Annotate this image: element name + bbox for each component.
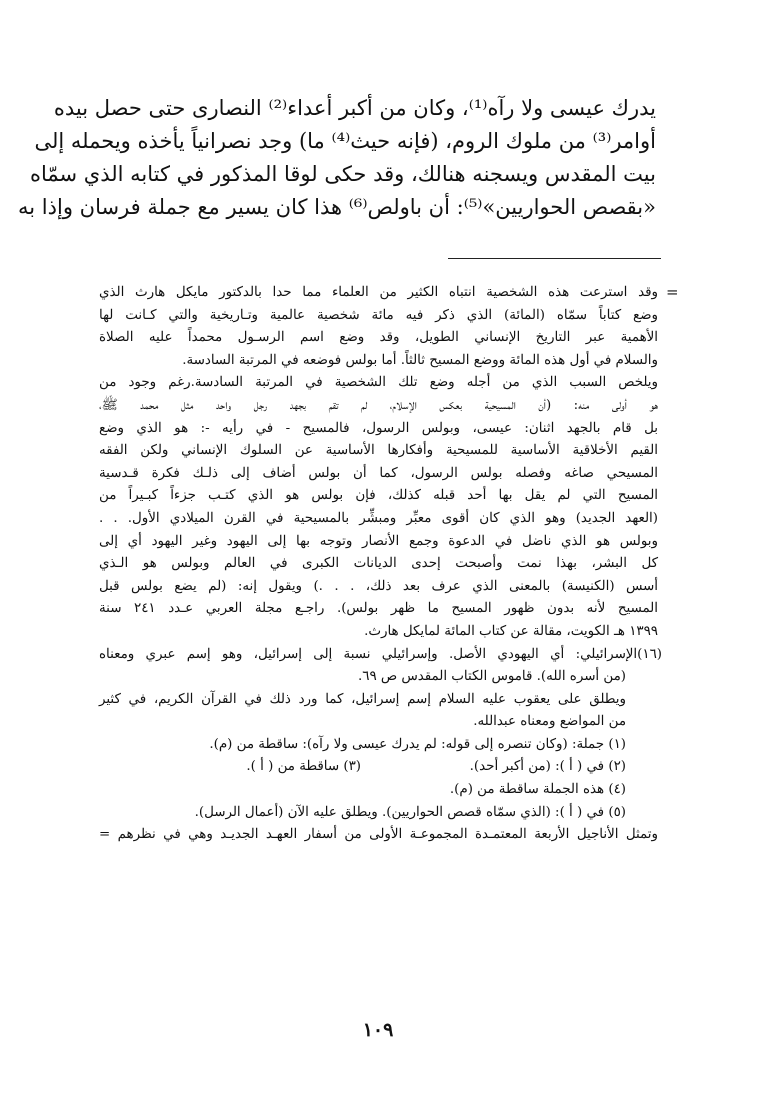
footnote-line: (١) جملة: (وكان تنصره إلى قوله: لم يدرك عيسى ولا رآه): ساقطة من (م). xyxy=(209,736,626,752)
main-line: أوامر⁽³⁾ من ملوك الروم، (فإنه حيث⁽⁴⁾ ما) وجد نصرانياً يأخذه ويحمله إلى xyxy=(34,129,656,153)
footnote-line: من المواضع ومعناه عبدالله. xyxy=(473,714,626,730)
footnote-line: والسلام في أول هذه المائة ووضع المسيح ثالثاً. أما بولس فوضعه في المرتبة السادسة. xyxy=(182,352,658,368)
footnote-line: وتمثل الأناجيل الأربعة المعتمـدة المجموعـة الأولى من أسفار العهـد الجديـد وهي في نظرهم = xyxy=(99,827,658,843)
footnote-line: (العهد الجديد) وهو الذي كان أقوى معبِّر ومبشِّر بالمسيحية في القرن الميلادي الأول. . . xyxy=(99,510,658,526)
footnote-line: القيم الأخلاقية الأساسية للمسيحية وأفكارها الأساسية عن السلوك الإنساني ولكن الفقه xyxy=(99,443,658,459)
main-line: يدرك عيسى ولا رآه⁽¹⁾، وكان من أكبر أعداء⁽²⁾ النصارى حتى حصل بيده xyxy=(53,96,656,120)
footnote-line: المسيحي صاغه وفصله بولس الرسول، كما أن بولس أضاف إلى ذلـك فكرة قـدسية xyxy=(99,465,658,481)
main-line: «بقصص الحواريين»⁽⁵⁾: أن باولص⁽⁶⁾ هذا كان يسير مع جملة فرسان وإذا به xyxy=(18,195,656,219)
footnote-line: كل البشر، بهذا نمت وأصبحت إحدى الديانات الكبرى في العالم وبولس هو الـذي xyxy=(99,556,658,572)
footnote-line: (من أسره الله). قاموس الكتاب المقدس ص ٦٩. xyxy=(358,669,626,685)
footnote-line: المسيح التي لم يقل بها أحد قبله كذلك، فإن بولس هو الذي كتـب جزءاً كبـيراً من xyxy=(99,488,658,504)
footnote-line: أسس (الكنيسة) بالمعنى الذي عرف بعد ذلك، . . .) ويقول إنه: (لم يضع بولس قبل xyxy=(99,578,658,594)
page-number: ١٠٩ xyxy=(362,1019,394,1041)
main-line: بيت المقدس ويسجنه هنالك، وقد حكى لوقا المذكور في كتابه الذي سمّاه xyxy=(29,162,656,186)
footnote-item: (٣) ساقطة من ( أ ). xyxy=(246,759,361,775)
footnote-line: (٤) هذه الجملة ساقطة من (م). xyxy=(449,782,626,798)
continuation-mark: = xyxy=(666,283,679,301)
footnote-line xyxy=(99,756,662,779)
main-text xyxy=(18,92,656,224)
footnote-line: وضع كتاباً سمّاه (المائة) الذي ذكر فيه مائة شخصية عالمية وتـاريخية والتي كـانت لها xyxy=(99,307,658,323)
footnote-line: الأهمية عبر التاريخ الإنساني الطويل، وقد وضع اسم الرسـول محمداً عليه الصلاة xyxy=(99,330,658,346)
footnote-line: (٥) في ( أ ): (الذي سمّاه قصص الحواريين). ويطلق عليه الآن (أعمال الرسل). xyxy=(194,804,626,820)
footnote-line: (١٦)الإسرائيلي: أي اليهودي الأصل. وإسرائيلي نسبة إلى إسرائيل، وهو إسم عبري ومعناه xyxy=(99,646,662,662)
footnote-line: هو أولى منه: (أن المسيحية بعكس الإسلام، لم تقم بجهد رجل واحد مثل محمد ﷺ، xyxy=(99,397,658,413)
footnotes xyxy=(99,282,662,847)
footnote-line: ويلخص السبب الذي من أجله وضع تلك الشخصية في المرتبة السادسة.رغم وجود من xyxy=(99,375,658,391)
footnote-item: (٢) في ( أ ): (من أكبر أحد). xyxy=(469,759,626,775)
footnote-line: المسيح لأنه بدون ظهور المسيح ما ظهر بولس). راجـع مجلة العربي عـدد ٢٤١ سنة xyxy=(99,601,658,617)
footnote-line: وبولس هو الذي ناضل في الدعوة وجمع الأنصار وتوجه بها إلى اليهود وغير اليهود أي إلى xyxy=(99,533,658,549)
footnote-line: وقد استرعت هذه الشخصية انتباه الكثير من العلماء مما حدا بالدكتور مايكل هارث الذي xyxy=(99,285,658,300)
footnote-line: بل قام بالجهد اثنان: عيسى، وبولس الرسول، فالمسيح - في رأيه -: هو الذي وضع xyxy=(99,420,658,436)
footnote-line: ١٣٩٩ هـ الكويت، مقالة عن كتاب المائة لمايكل هارث. xyxy=(364,623,658,639)
footnote-separator xyxy=(448,258,661,259)
footnote-line: ويطلق على يعقوب عليه السلام إسم إسرائيل، كما ورد ذلك في القرآن الكريم، في كثير xyxy=(99,691,626,707)
